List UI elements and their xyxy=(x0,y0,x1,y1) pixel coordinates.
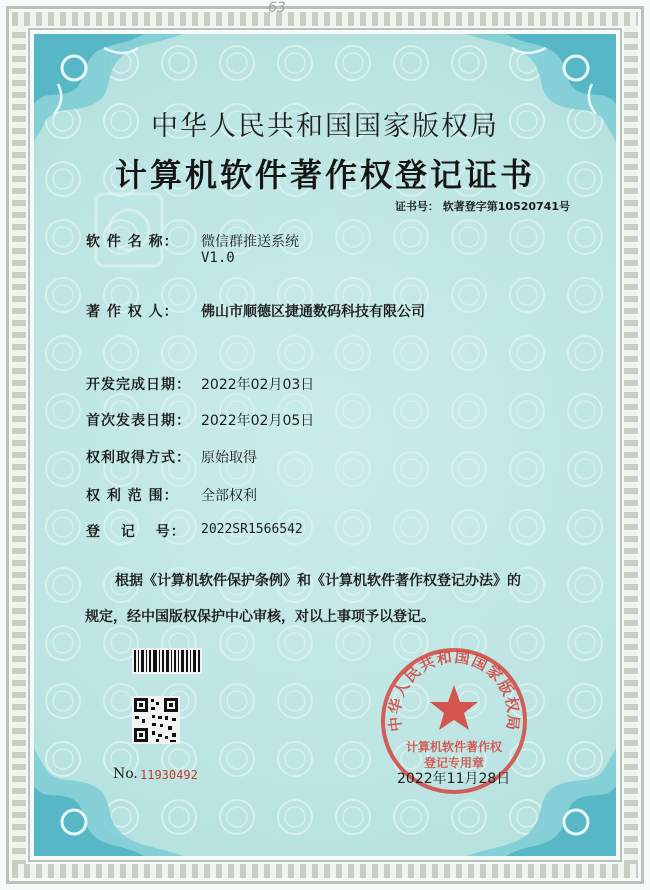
seal-outer-text: 中华人民共和国国家版权局 xyxy=(385,647,523,733)
value-copyright-owner: 佛山市顺德区捷通数码科技有限公司 xyxy=(201,304,425,320)
value-publish-date: 2022年02月05日 xyxy=(201,413,315,429)
label-rights-scope: 权 利 范 围： xyxy=(86,488,179,504)
label-copyright-owner: 著 作 权 人： xyxy=(86,304,179,320)
seal-inner-line-2: 登记专用章 xyxy=(423,756,485,770)
label-software-name: 软 件 名 称： xyxy=(86,234,179,250)
value-registration-no: 2022SR1566542 xyxy=(201,522,303,537)
label-registration-no: 登 记 号： xyxy=(86,524,186,540)
value-completion-date: 2022年02月03日 xyxy=(201,377,315,393)
seal-inner-line-1: 计算机软件著作权 xyxy=(405,740,503,754)
qr-code-image xyxy=(132,696,180,744)
certificate-title: 计算机软件著作权登记证书 xyxy=(114,156,535,194)
statement-line-2: 规定，经中国版权保护中心审核，对以上事项予以登记。 xyxy=(85,609,435,625)
value-software-version: V1.0 xyxy=(201,250,235,266)
label-completion-date: 开发完成日期： xyxy=(86,377,191,393)
issue-date: 2022年11月28日 xyxy=(397,771,511,787)
serial-prefix: No. xyxy=(113,766,138,782)
authority-title: 中华人民共和国国家版权局 xyxy=(151,111,499,142)
corner-ornament-bottom-left xyxy=(34,746,184,856)
label-acquisition-method: 权利取得方式： xyxy=(86,450,191,466)
serial-number: 11930492 xyxy=(140,768,198,782)
value-software-name: 微信群推送系统 xyxy=(201,234,299,250)
label-publish-date: 首次发表日期： xyxy=(86,413,191,429)
value-acquisition-method: 原始取得 xyxy=(201,450,257,466)
statement-line-1: 根据《计算机软件保护条例》和《计算机软件著作权登记办法》的 xyxy=(115,573,521,589)
handwritten-mark: 63 xyxy=(268,0,286,16)
barcode-image xyxy=(132,648,202,674)
certificate-number: 证书号： 软著登字第10520741号 xyxy=(394,200,570,213)
value-rights-scope: 全部权利 xyxy=(201,488,257,504)
